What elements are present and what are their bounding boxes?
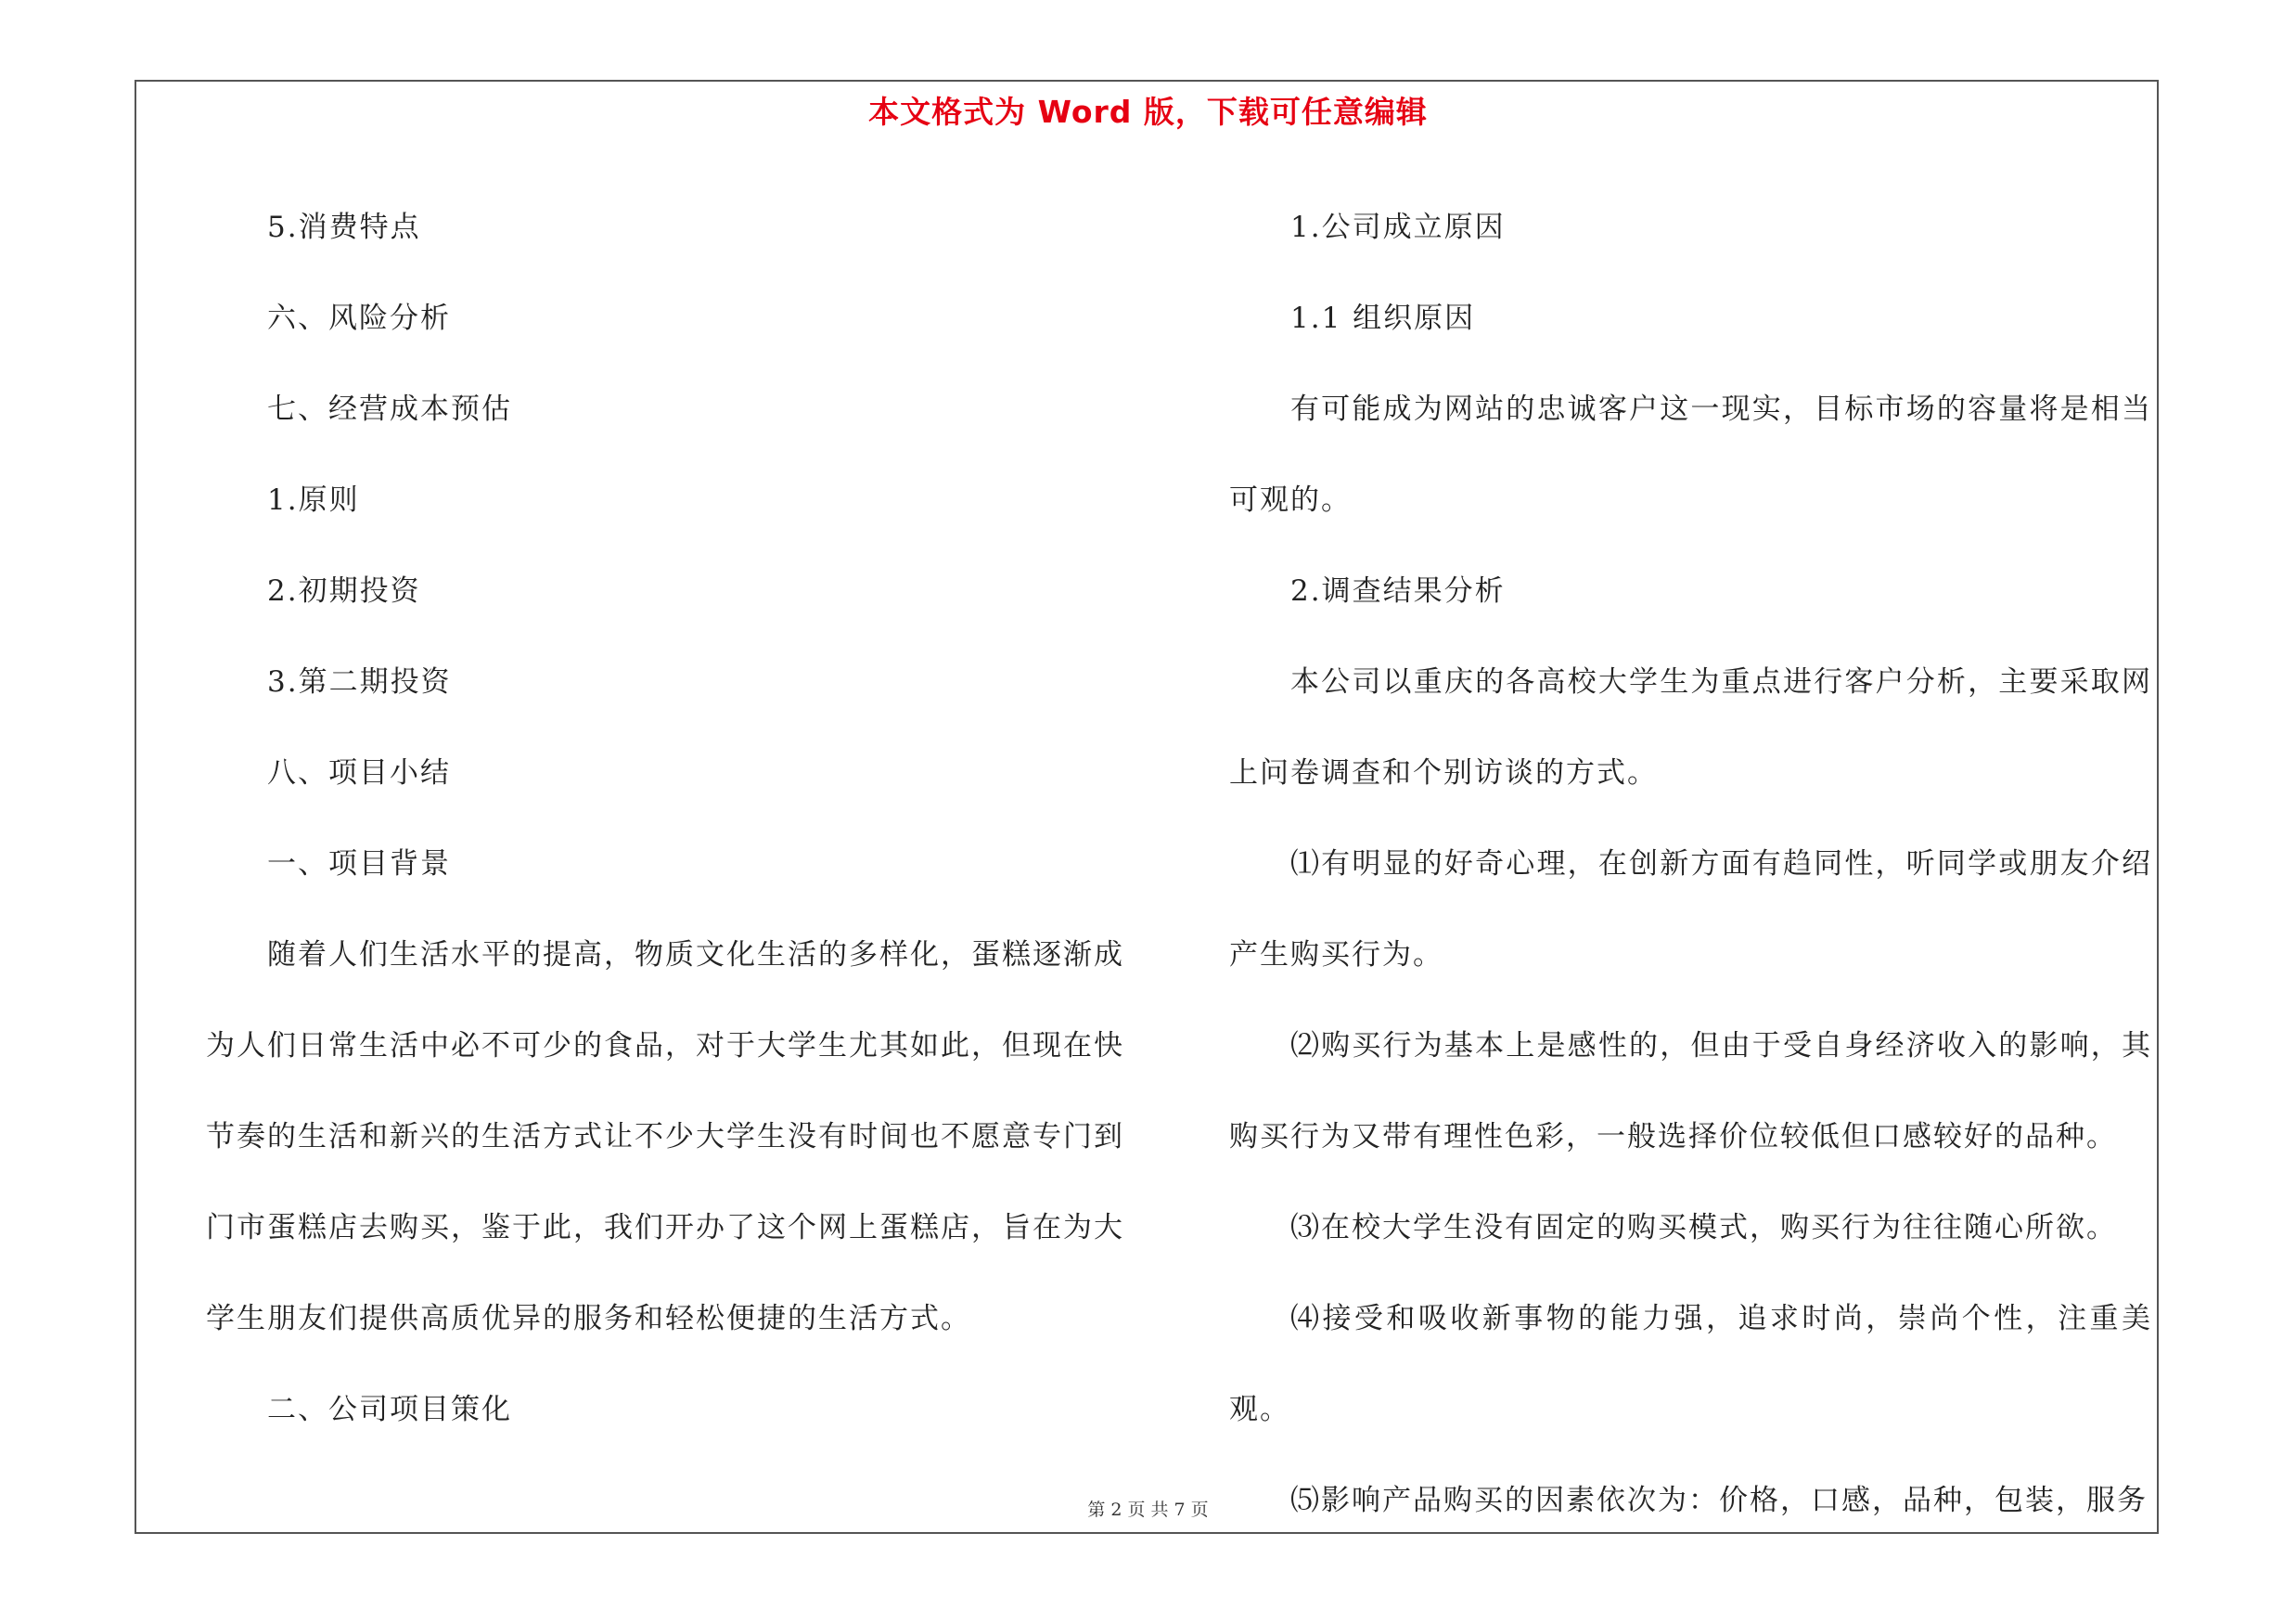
paragraph: ⑵购买行为基本上是感性的，但由于受自身经济收入的影响，其购买行为又带有理性色彩，一般选择价位较低但口感较好的品种。 xyxy=(1229,1029,2152,1153)
left-column xyxy=(206,182,1124,1455)
paragraph: 八、项目小结 xyxy=(267,756,451,790)
page-number: 第 2 页 共 7 页 xyxy=(1087,1500,1209,1520)
paragraph: 有可能成为网站的忠诚客户这一现实，目标市场的容量将是相当可观的。 xyxy=(1229,393,2152,517)
paragraph: 1.1 组织原因 xyxy=(1290,302,1476,335)
paragraph: ⑴有明显的好奇心理，在创新方面有趋同性，听同学或朋友介绍产生购买行为。 xyxy=(1229,847,2152,972)
paragraph: 六、风险分析 xyxy=(267,302,451,335)
paragraph: ⑶在校大学生没有固定的购买模式，购买行为往往随心所欲。 xyxy=(1290,1211,2117,1244)
paragraph: ⑷接受和吸收新事物的能力强，追求时尚，崇尚个性，注重美观。 xyxy=(1229,1302,2152,1426)
paragraph: 2.调查结果分析 xyxy=(1290,574,1506,608)
paragraph: 本公司以重庆的各高校大学生为重点进行客户分析，主要采取网上问卷调查和个别访谈的方式。 xyxy=(1229,665,2152,790)
paragraph: 一、项目背景 xyxy=(267,847,451,881)
right-column xyxy=(1229,182,2152,1546)
paragraph: 3.第二期投资 xyxy=(267,665,452,699)
paragraph: 1.公司成立原因 xyxy=(1290,211,1506,244)
paragraph: 5.消费特点 xyxy=(267,211,421,244)
paragraph: 随着人们生活水平的提高，物质文化生活的多样化，蛋糕逐渐成为人们日常生活中必不可少的食品，对于大学生尤其如此，但现在快节奏的生活和新兴的生活方式让不少大学生没有时间也不愿意专门到门市蛋糕店去购买，鉴于此，我们开办了这个网上蛋糕店，旨在为大学生朋友们提供高质优异的服务和轻松便捷的生活方式。 xyxy=(206,938,1124,1335)
paragraph: 2.初期投资 xyxy=(267,574,421,608)
paragraph: 1.原则 xyxy=(267,483,360,517)
format-banner: 本文格式为 Word 版，下载可任意编辑 xyxy=(868,94,1428,130)
paragraph: ⑸影响产品购买的因素依次为：价格，口感，品种，包装，服务 xyxy=(1290,1484,2148,1517)
paragraph: 七、经营成本预估 xyxy=(267,393,512,426)
paragraph: 二、公司项目策化 xyxy=(267,1393,512,1426)
